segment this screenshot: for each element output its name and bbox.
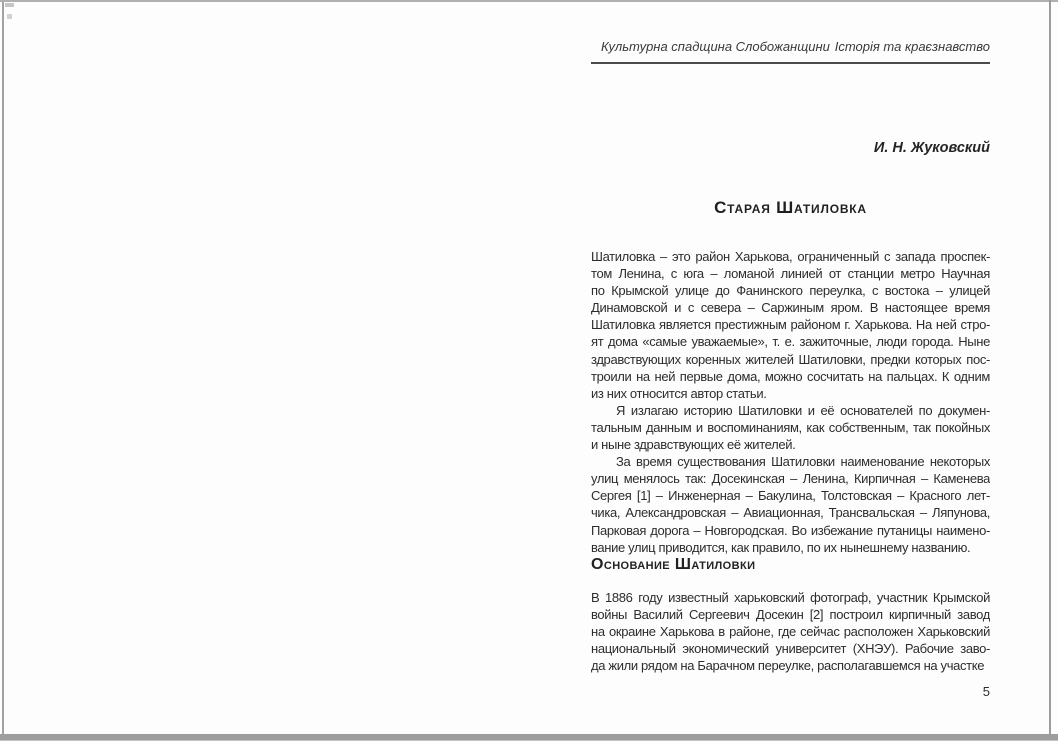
body-text-before-heading (591, 248, 990, 556)
body-line: Шатиловка является престижным районом г. Харькова. На ней стро- (591, 317, 990, 333)
scan-artifact (7, 14, 12, 19)
body-line: да жили рядом на Барачном переулке, располагавшемся на участке (591, 658, 985, 674)
body-line: том Ленина, с юга – ломаной линией от станции метро Научная (591, 266, 990, 282)
body-line: и ныне здравствующих её жителей. (591, 437, 796, 453)
body-line: тальным данным и воспоминаниям, как собственным, так покойных (591, 419, 990, 435)
author-byline: И. Н. Жуковский (873, 140, 990, 156)
body-line: ят дома «самые уважаемые», т. е. зажиточные, люди города. Ныне (591, 334, 990, 350)
body-line: на окраине Харькова в районе, где сейчас расположен Харьковский (591, 624, 990, 640)
body-line: национальный экономический университет (ХНЭУ). Рабочие заво- (591, 641, 990, 657)
scan-artifact (5, 3, 14, 7)
body-line: За время существования Шатиловки наименование некоторых (616, 454, 990, 470)
body-line: чика, Александровская – Авиационная, Трансвальская – Ляпунова, (591, 505, 990, 521)
running-header (591, 39, 990, 54)
body-text-after-heading (591, 589, 990, 674)
running-header-right: Історія та краєзнавство (834, 39, 990, 54)
header-rule (591, 62, 990, 64)
body-line: В 1886 году известный харьковский фотограф, участник Крымской (591, 590, 990, 605)
scan-edge-top (0, 0, 1058, 2)
page-number: 5 (982, 684, 990, 699)
body-line: Сергея [1] – Инженерная – Бакулина, Толстовская – Красного лет- (591, 488, 990, 504)
section-heading: Основание Шатиловки (591, 556, 756, 573)
body-line: Динамовской и с севера – Саржиным яром. В настоящее время (591, 300, 990, 316)
body-line: Парковая дорога – Новгородская. Во избежание путаницы наимено- (591, 522, 990, 538)
scan-edge-bottom (0, 734, 1058, 741)
article-title: Старая Шатиловка (714, 198, 867, 217)
body-line: улиц менялось так: Досекинская – Ленина, Кирпичная – Каменева (591, 471, 990, 487)
body-line: войны Василий Сергеевич Досекин [2] построил кирпичный завод (591, 607, 990, 623)
body-line: Я излагаю историю Шатиловки и её основателей по докумен- (616, 402, 990, 418)
body-line: из них относится автор статьи. (591, 385, 767, 401)
scan-edge-left (2, 2, 4, 735)
body-line: по Крымской улице до Фанинского переулка, с востока – улицей (591, 283, 990, 299)
body-line: троили на ней первые дома, можно сосчитать на пальцах. К одним (591, 368, 990, 384)
body-line: вание улиц приводится, как правило, по их нынешнему названию. (591, 539, 971, 555)
scan-edge-right (1049, 0, 1051, 735)
body-line: здравствующих коренных жителей Шатиловки, предки которых пос- (591, 351, 990, 367)
running-header-left: Культурна спадщина Слобожанщини (601, 39, 830, 54)
body-line: Шатиловка – это район Харькова, ограниченный с запада проспек- (591, 249, 990, 264)
